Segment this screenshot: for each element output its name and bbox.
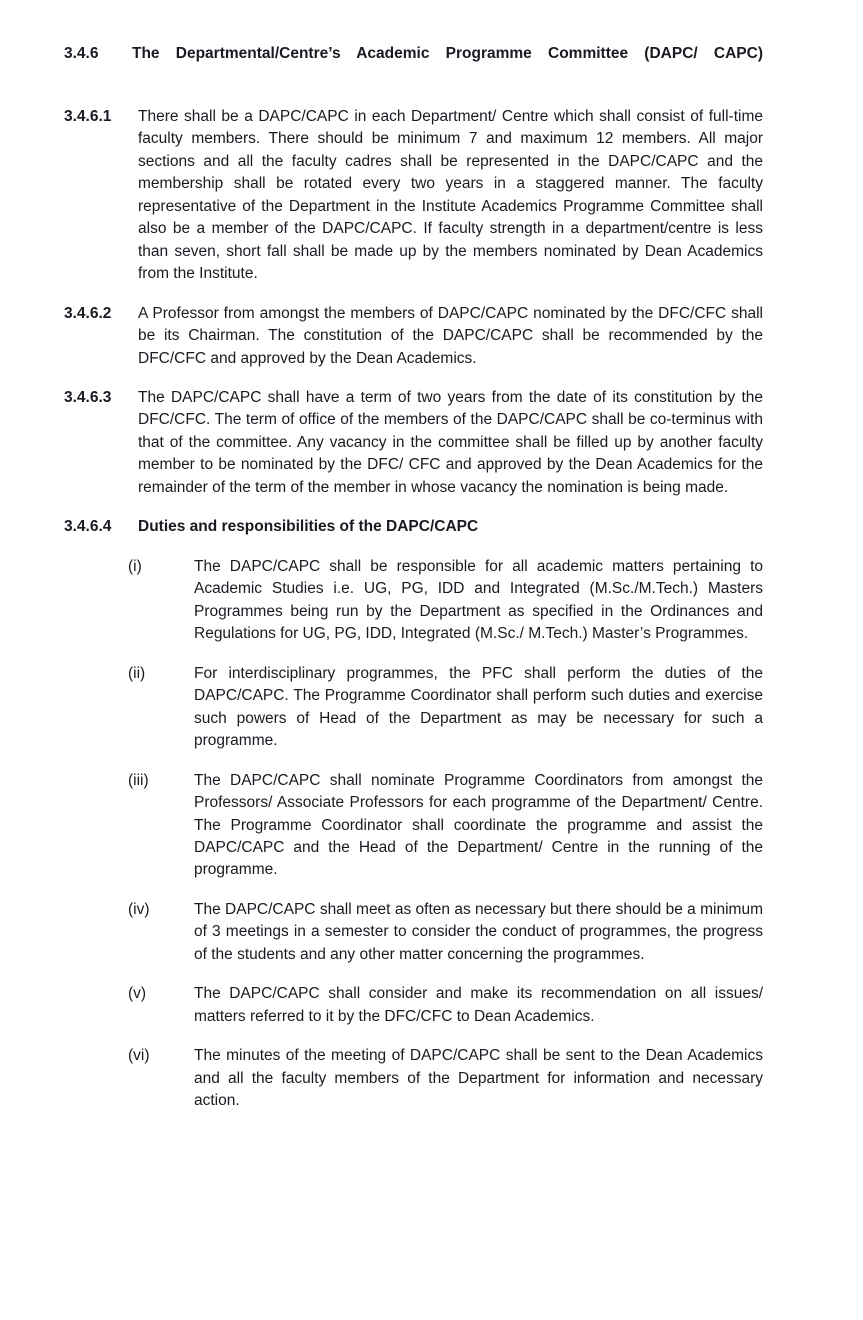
list-item xyxy=(64,556,763,646)
section-heading xyxy=(64,44,763,86)
duties-list xyxy=(64,556,763,1113)
clause-number: 3.4.6.4 xyxy=(64,518,112,536)
clause-number: 3.4.6.2 xyxy=(64,304,112,322)
section-title: The Departmental/Centre’s Academic Programme Committee (DAPC/ CAPC) xyxy=(132,45,763,62)
clause-number: 3.4.6.1 xyxy=(64,107,112,125)
list-item-text: The DAPC/CAPC shall be responsible for all academic matters pertaining to Academic Studies i.e. UG, PG, IDD and Integrated (M.Sc./M.Tech.) Masters Programmes being run by the Department as specified in the Ordinances and Regulations for UG, PG, IDD, Integrated (M.Sc./ M.Tech.) Master’s Programmes. xyxy=(194,557,763,643)
clause-number: 3.4.6.3 xyxy=(64,389,112,406)
clause-3-4-6-1 xyxy=(64,106,763,286)
list-item-text: The DAPC/CAPC shall nominate Programme Coordinators from amongst the Professors/ Associate Professors for each programme of the Department/ Centre. The Programme Coordinator shall coordinate the programme and assist the DAPC/CAPC and the Head of the Department/ Centre in the running of the programme. xyxy=(194,771,763,879)
list-item-text: The minutes of the meeting of DAPC/CAPC shall be sent to the Dean Academics and all the faculty members of the Department for information and necessary action. xyxy=(194,1047,763,1110)
list-item-marker: (v) xyxy=(128,985,147,1003)
list-item xyxy=(64,899,763,966)
clause-3-4-6-4 xyxy=(64,516,763,538)
clause-3-4-6-2 xyxy=(64,303,763,370)
list-item-marker: (vi) xyxy=(128,1047,150,1065)
clause-3-4-6-3 xyxy=(64,387,763,499)
list-item-text: For interdisciplinary programmes, the PFC shall perform the duties of the DAPC/CAPC. The Programme Coordinator shall perform such duties and exercise such powers of Head of the Department as may be necessary for such a programme. xyxy=(194,664,763,750)
clause-text: The DAPC/CAPC shall have a term of two years from the date of its constitution by the DFC/CFC. The term of office of the members of the DAPC/CAPC shall be co-terminus with that of the committee. Any vacancy in the committee shall be filled up by another faculty member to be nominated by the DFC/ CFC and approved by the Dean Academics for the remainder of the term of the member in whose vacancy the nomination is being made. xyxy=(138,389,763,496)
list-item xyxy=(64,983,763,1028)
list-item-marker: (iv) xyxy=(128,900,150,918)
list-item xyxy=(64,663,763,753)
list-item-marker: (iii) xyxy=(128,771,149,789)
list-item-text: The DAPC/CAPC shall consider and make its recommendation on all issues/ matters referred to it by the DFC/CFC to Dean Academics. xyxy=(194,985,763,1025)
list-item-text: The DAPC/CAPC shall meet as often as necessary but there should be a minimum of 3 meetings in a semester to consider the conduct of programmes, the progress of the students and any other matter concerning the programmes. xyxy=(194,900,763,963)
list-item xyxy=(64,1045,763,1112)
clause-heading-text: Duties and responsibilities of the DAPC/CAPC xyxy=(138,518,479,536)
list-item-marker: (i) xyxy=(128,557,142,575)
section-number: 3.4.6 xyxy=(64,45,99,62)
clause-text: There shall be a DAPC/CAPC in each Department/ Centre which shall consist of full-time faculty members. There should be minimum 7 and maximum 12 members. All major sections and all the faculty cadres shall be represented in the DAPC/CAPC and the membership shall be rotated every two years in a staggered manner. The faculty representative of the Department in the Institute Academics Programme Committee shall also be a member of the DAPC/CAPC. If faculty strength in a department/centre is less than seven, short fall shall be made up by the members nominated by Dean Academics from the Institute. xyxy=(138,107,763,283)
list-item xyxy=(64,770,763,882)
list-item-marker: (ii) xyxy=(128,664,146,682)
clause-text: A Professor from amongst the members of DAPC/CAPC nominated by the DFC/CFC shall be its Chairman. The constitution of the DAPC/CAPC shall be recommended by the DFC/CFC and approved by the Dean Academics. xyxy=(138,304,763,367)
